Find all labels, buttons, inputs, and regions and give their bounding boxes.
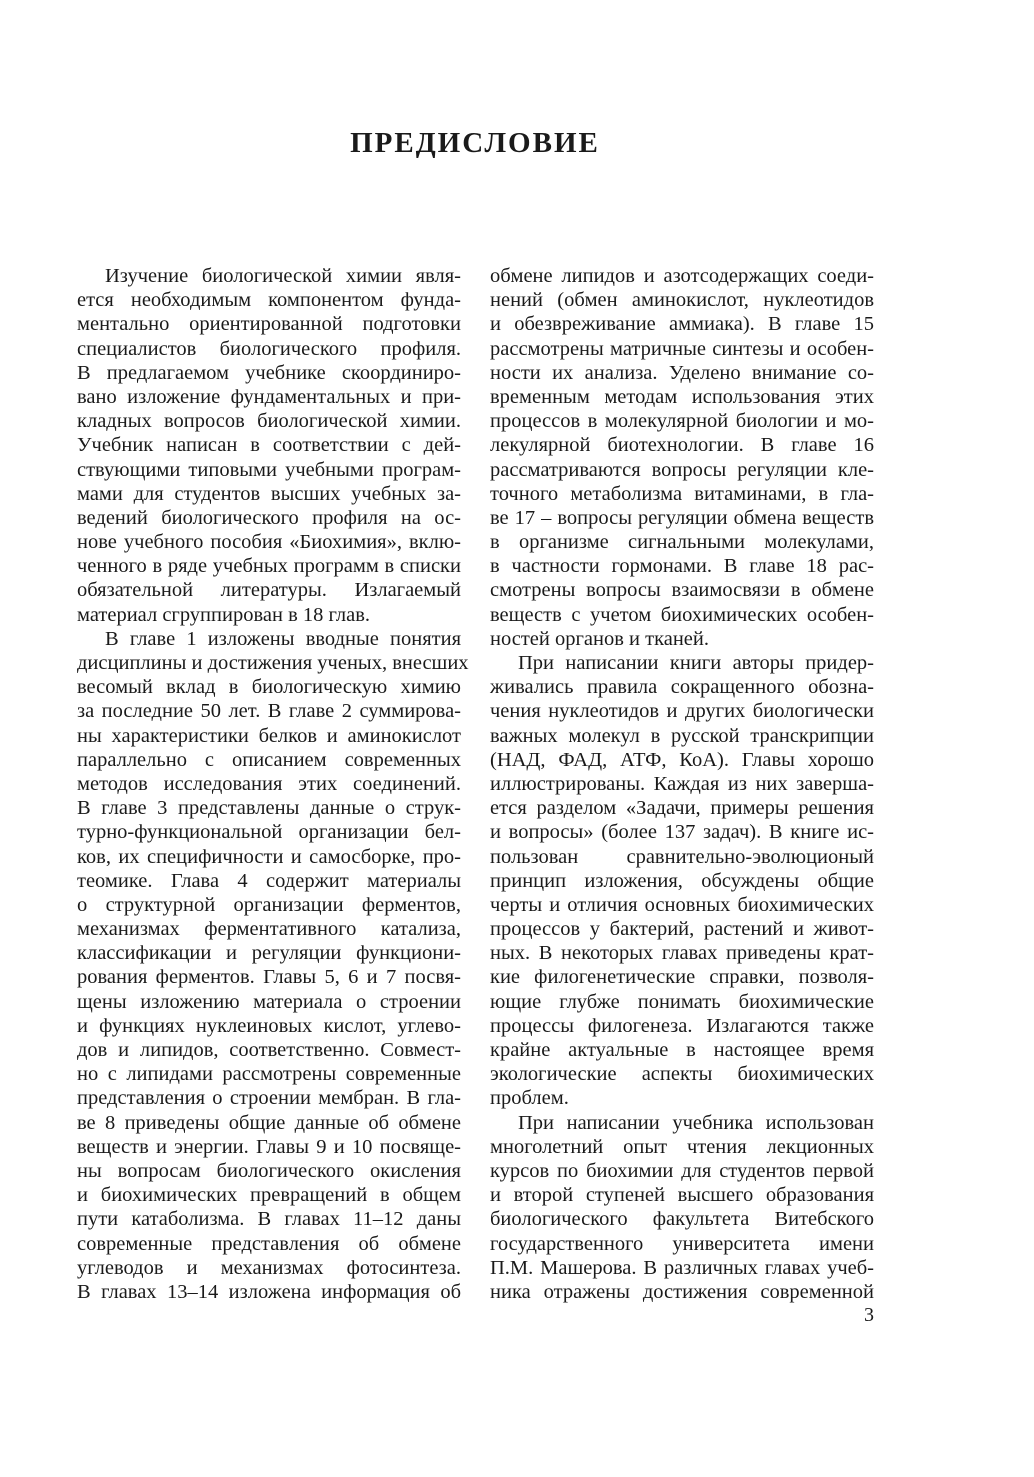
text-line: ве 17 – вопросы регуляции обмена веществ bbox=[490, 506, 874, 529]
text-line: пользован сравнительно-эволюционый bbox=[490, 845, 874, 868]
text-line: дисциплины и достижения ученых, внесших bbox=[77, 652, 469, 674]
text-line: ны характеристики белков и аминокислот bbox=[77, 724, 461, 747]
text-line: При написании книги авторы придер- bbox=[518, 652, 874, 674]
text-line: о структурной организации ферментов, bbox=[77, 893, 461, 916]
text-line: параллельно с описанием современных bbox=[77, 748, 461, 771]
text-line: углеводов и механизмах фотосинтеза. bbox=[77, 1256, 461, 1279]
text-line: процессов у бактерий, растений и живот- bbox=[490, 918, 874, 941]
text-line: Учебник написан в соответствии с дей- bbox=[77, 434, 461, 457]
text-line: важных молекул в русской транскрипции bbox=[490, 724, 874, 747]
text-column-right bbox=[490, 264, 874, 1304]
text-line: веществ с учетом биохимических особен- bbox=[490, 603, 874, 626]
text-line: и функциях нуклеиновых кислот, углево- bbox=[77, 1014, 461, 1037]
text-line: биологического факультета Витебского bbox=[490, 1208, 874, 1231]
text-line: обмене липидов и азотсодержащих соеди- bbox=[490, 265, 874, 287]
text-line: современные представления об обмене bbox=[77, 1232, 461, 1255]
text-line: пути катаболизма. В главах 11–12 даны bbox=[77, 1208, 461, 1231]
text-line: кладных вопросов биологической химии. bbox=[77, 410, 461, 433]
text-line: ствующими типовыми учебными програм- bbox=[77, 458, 461, 481]
text-line: нений (обмен аминокислот, нуклеотидов bbox=[490, 289, 874, 312]
text-line: ков, их специфичности и самосборке, про- bbox=[77, 845, 461, 868]
text-line: точного метаболизма витаминами, в гла- bbox=[490, 482, 874, 505]
text-line: нове учебного пособия «Биохимия», вклю- bbox=[77, 531, 461, 554]
text-line: классификации и регуляции функциони- bbox=[77, 942, 461, 965]
text-line: материал сгруппирован в 18 глав. bbox=[77, 603, 370, 626]
text-line: ется разделом «Задачи, примеры решения bbox=[490, 797, 874, 820]
text-line: щены изложению материала о строении bbox=[77, 990, 461, 1013]
text-line: рассмотрены матричные синтезы и особен- bbox=[490, 337, 874, 360]
text-line: ника отражены достижения современной bbox=[490, 1280, 874, 1303]
text-line: Изучение биологической химии явля- bbox=[105, 265, 461, 287]
text-line: кие филогенетические справки, позволя- bbox=[490, 966, 874, 989]
text-line: методов исследования этих соединений. bbox=[77, 772, 461, 795]
text-line: ведений биологического профиля на ос- bbox=[77, 506, 461, 529]
text-line: и биохимических превращений в общем bbox=[77, 1184, 461, 1207]
text-line: живались правила сокращенного обозна- bbox=[490, 676, 874, 699]
page-number: 3 bbox=[864, 1304, 874, 1326]
text-line: принцип изложения, обсуждены общие bbox=[490, 869, 874, 892]
text-line: ментально ориентированной подготовки bbox=[77, 313, 461, 336]
text-line: весомый вклад в биологическую химию bbox=[77, 676, 461, 699]
text-line: ченного в ряде учебных программ в списки bbox=[77, 555, 461, 578]
text-line: ющие глубже понимать биохимические bbox=[490, 990, 874, 1013]
text-line: но с липидами рассмотрены современные bbox=[77, 1063, 461, 1086]
text-line: и второй ступеней высшего образования bbox=[490, 1184, 874, 1207]
text-line: ется необходимым компонентом фунда- bbox=[77, 289, 461, 312]
text-line: ных. В некоторых главах приведены крат- bbox=[490, 942, 874, 965]
text-column-left bbox=[77, 264, 469, 1304]
text-line: (НАД, ФАД, АТФ, КоА). Главы хорошо bbox=[490, 748, 874, 771]
text-line: процессов в молекулярной биологии и мо- bbox=[490, 410, 874, 433]
text-line: обязательной литературы. Излагаемый bbox=[77, 579, 461, 602]
text-line: и обезвреживание аммиака). В главе 15 bbox=[490, 313, 874, 336]
text-line: веществ и энергии. Главы 9 и 10 посвяще- bbox=[77, 1135, 461, 1158]
text-line: ве 8 приведены общие данные об обмене bbox=[77, 1111, 461, 1134]
text-line: П.М. Машерова. В различных главах учеб- bbox=[490, 1256, 874, 1279]
text-line: вано изложение фундаментальных и при- bbox=[77, 385, 461, 408]
text-line: лекулярной биотехнологии. В главе 16 bbox=[490, 434, 874, 457]
text-line: При написании учебника использован bbox=[518, 1111, 874, 1134]
text-line: процессы филогенеза. Излагаются также bbox=[490, 1014, 874, 1037]
text-line: представления о строении мембран. В гла- bbox=[77, 1087, 461, 1110]
text-line: ны вопросам биологического окисления bbox=[77, 1159, 461, 1182]
text-line: государственного университета имени bbox=[490, 1232, 874, 1255]
text-line: в организме сигнальными молекулами, bbox=[490, 531, 874, 554]
text-line: дов и липидов, соответственно. Совмест- bbox=[77, 1039, 461, 1061]
text-line: рования ферментов. Главы 5, 6 и 7 посвя- bbox=[77, 966, 461, 989]
text-line: черты и отличия основных биохимических bbox=[490, 893, 874, 916]
page-title: ПРЕДИСЛОВИЕ bbox=[350, 127, 600, 160]
text-line: чения нуклеотидов и других биологически bbox=[490, 700, 874, 723]
text-line: за последние 50 лет. В главе 2 суммирова- bbox=[77, 700, 461, 723]
text-line: В главе 3 представлены данные о струк- bbox=[77, 797, 461, 820]
text-line: курсов по биохимии для студентов первой bbox=[490, 1159, 874, 1182]
text-line: специалистов биологического профиля. bbox=[77, 337, 461, 360]
text-line: проблем. bbox=[490, 1087, 569, 1110]
text-line: В главе 1 изложены вводные понятия bbox=[105, 627, 461, 650]
text-line: В главах 13–14 изложена информация об bbox=[77, 1280, 461, 1303]
text-line: и вопросы» (более 137 задач). В книге ис- bbox=[490, 821, 874, 844]
text-line: теомике. Глава 4 содержит материалы bbox=[77, 869, 461, 892]
text-line: ности их анализа. Уделено внимание со- bbox=[490, 361, 874, 384]
text-line: крайне актуальные в настоящее время bbox=[490, 1039, 874, 1061]
text-line: экологические аспекты биохимических bbox=[490, 1063, 874, 1086]
text-line: смотрены вопросы взаимосвязи в обмене bbox=[490, 579, 874, 602]
text-line: механизмах ферментативного катализа, bbox=[77, 918, 461, 941]
text-line: мами для студентов высших учебных за- bbox=[77, 482, 461, 505]
text-line: В предлагаемом учебнике скоординиро- bbox=[77, 361, 461, 384]
text-line: турно-функциональной организации бел- bbox=[77, 821, 461, 844]
text-line: в частности гормонами. В главе 18 рас- bbox=[490, 555, 874, 578]
text-line: ностей органов и тканей. bbox=[490, 627, 709, 650]
text-line: рассматриваются вопросы регуляции кле- bbox=[490, 458, 874, 481]
text-line: временным методам использования этих bbox=[490, 385, 874, 408]
text-line: иллюстрированы. Каждая из них заверша- bbox=[490, 772, 874, 795]
text-line: многолетний опыт чтения лекционных bbox=[490, 1135, 874, 1158]
